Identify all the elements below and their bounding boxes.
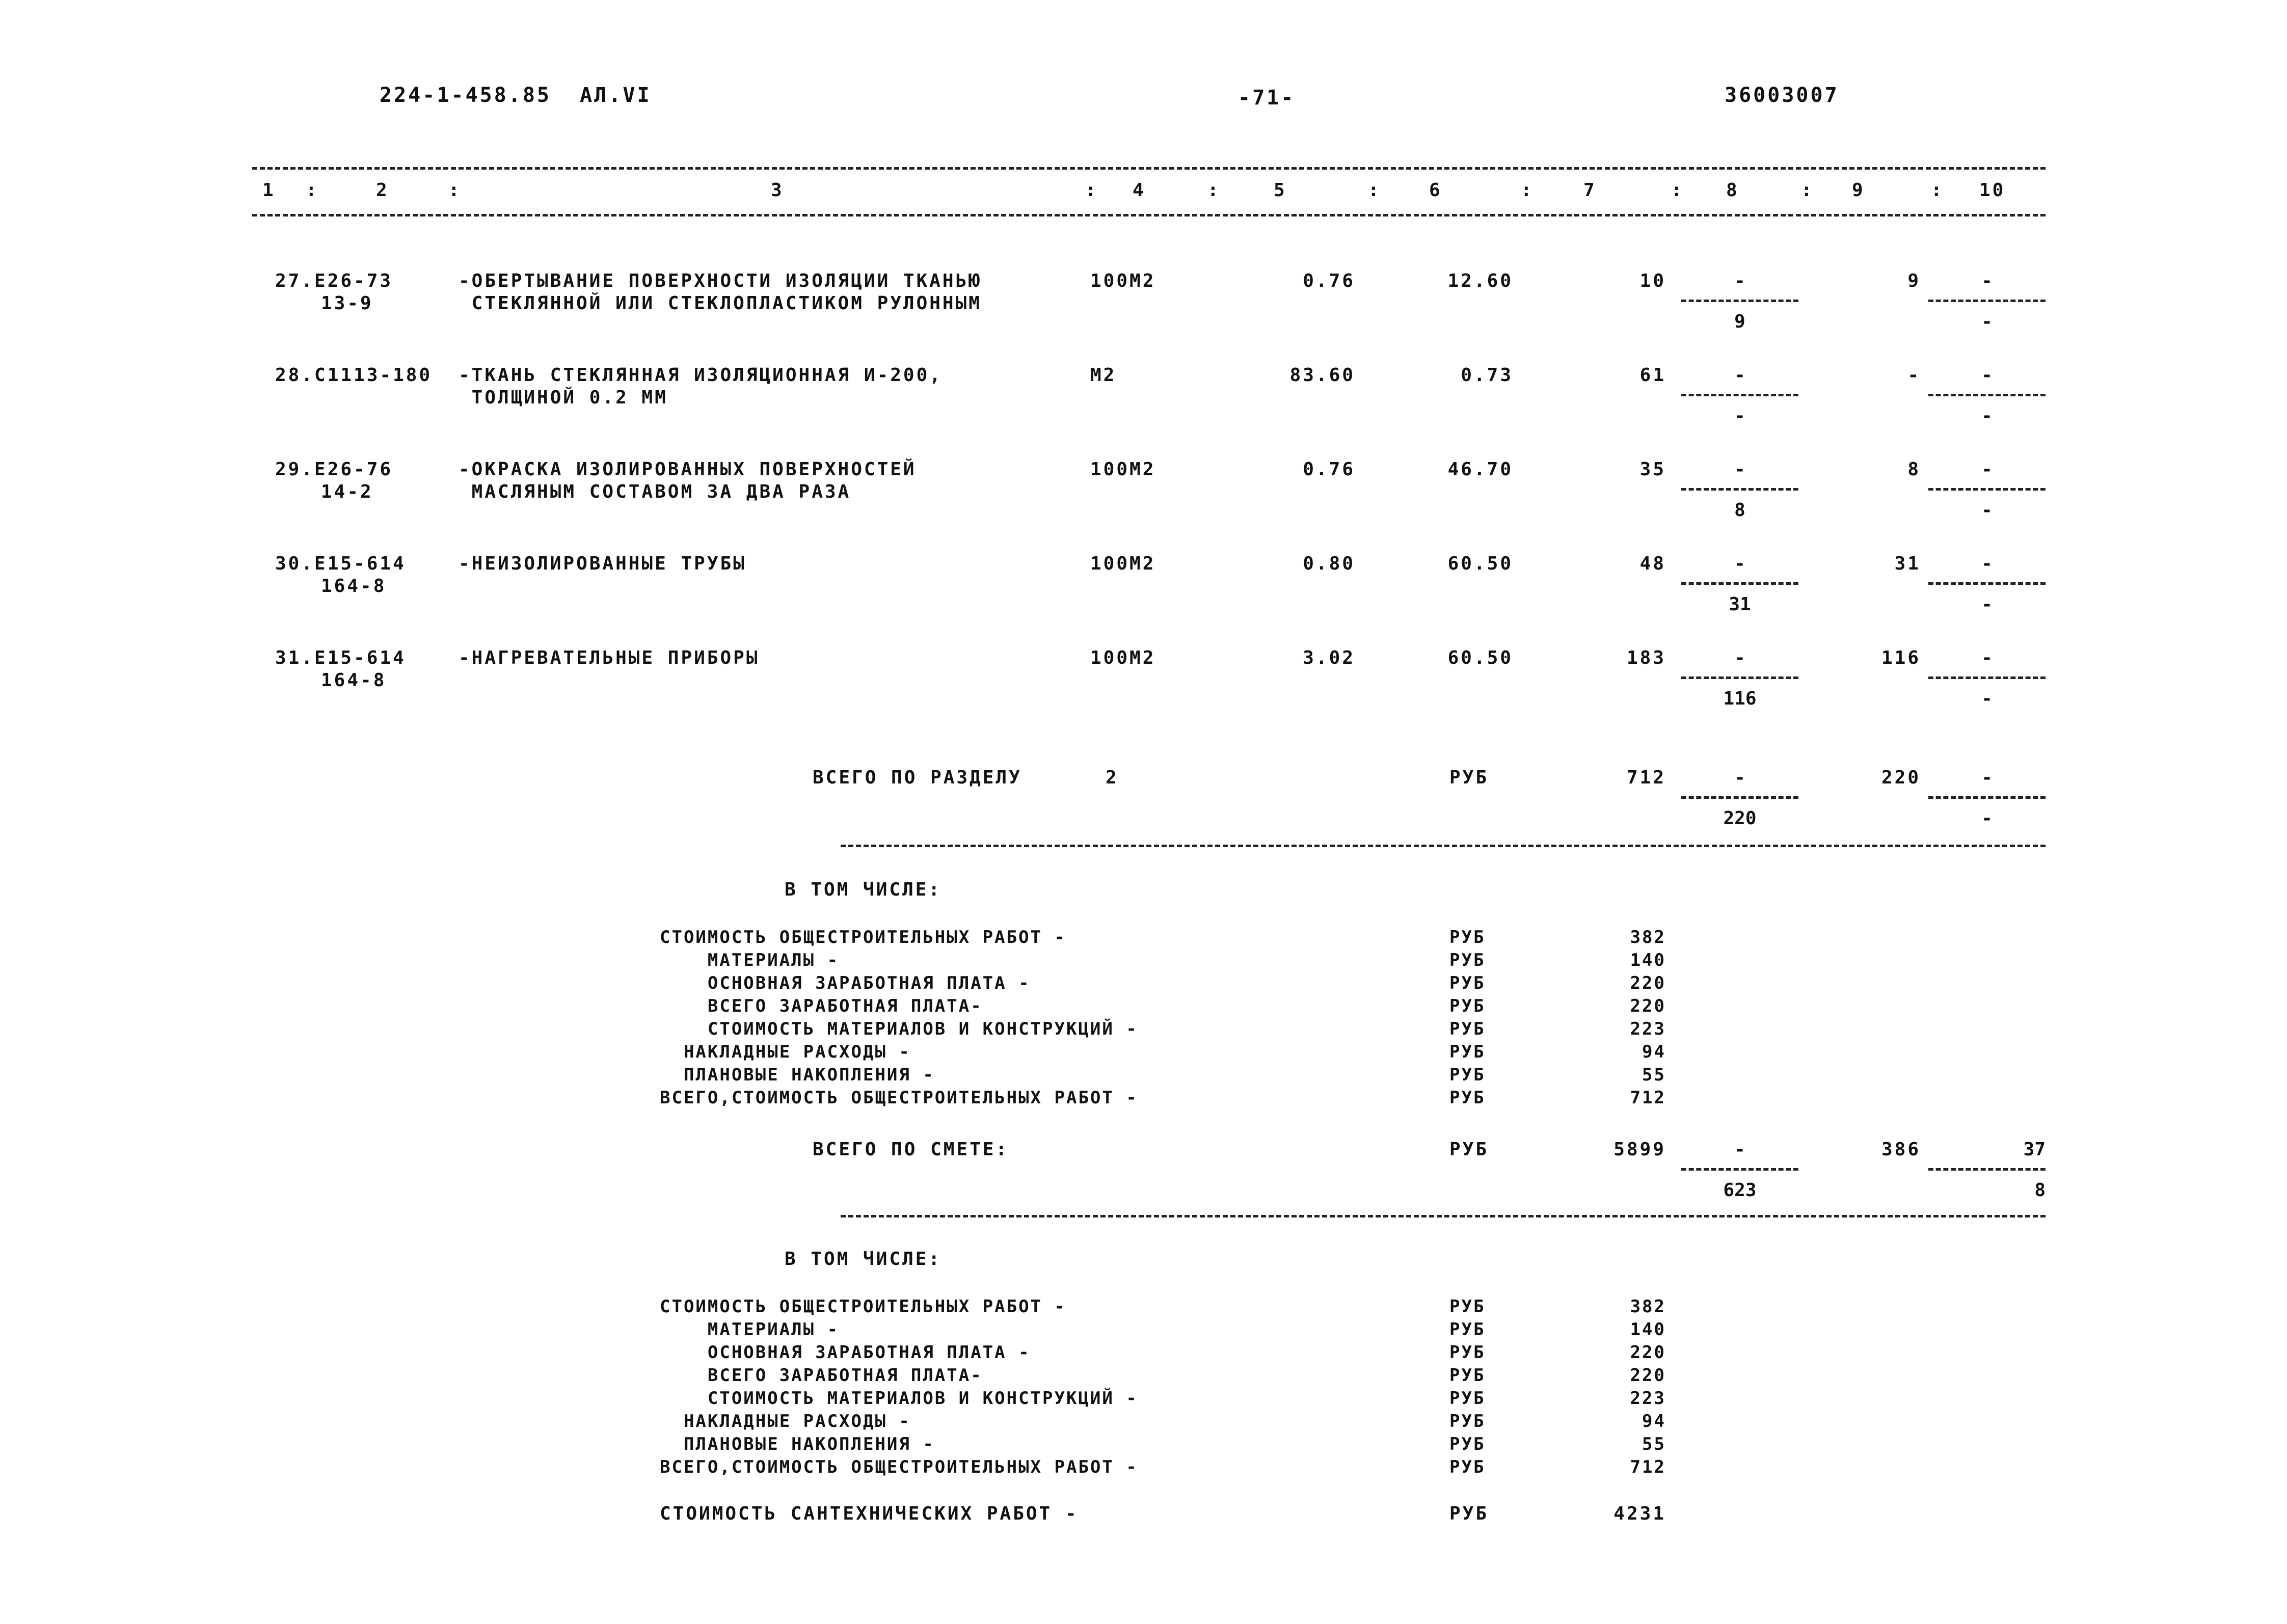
col10-bottom: 8 <box>2034 1180 2046 1201</box>
col8-bottom: - <box>1734 405 1745 426</box>
breakdown-unit: РУБ <box>1449 973 1486 993</box>
breakdown-value: 382 <box>1630 1296 1666 1317</box>
breakdown-unit: РУБ <box>1449 1296 1486 1317</box>
item-col9: 9 <box>1907 270 1921 291</box>
item-col10 <box>1928 458 2046 530</box>
col-separators: : <box>1207 180 1219 201</box>
fraction-rule <box>1928 796 2046 799</box>
col10-bottom: - <box>1981 688 1993 709</box>
section-total-col10 <box>1928 767 2046 838</box>
breakdown-value: 712 <box>1630 1088 1666 1108</box>
col-header-8: 8 <box>1726 180 1739 201</box>
item-quantity: 0.76 <box>1303 459 1355 480</box>
item-code-sub: 164-8 <box>321 576 387 597</box>
item-name: -НАГРЕВАТЕЛЬНЫЕ ПРИБОРЫ <box>459 647 760 668</box>
item-total: 35 <box>1639 459 1666 480</box>
fraction-rule <box>1681 582 1798 585</box>
col-separators: : <box>448 180 460 201</box>
col8-top: - <box>1734 647 1745 668</box>
breakdown-unit: РУБ <box>1449 1342 1486 1363</box>
col8-top: - <box>1734 459 1745 480</box>
breakdown-unit: РУБ <box>1449 1065 1486 1085</box>
header-top-rule <box>252 167 2046 170</box>
col10-top: - <box>1981 459 1993 480</box>
estimate-total-col10 <box>1928 1139 2046 1210</box>
document-code: 224-1-458.85 АЛ.VI <box>380 84 652 107</box>
breakdown-label: ОСНОВНАЯ ЗАРАБОТНАЯ ПЛАТА - <box>660 973 1031 993</box>
breakdown-value: 55 <box>1642 1434 1666 1454</box>
item-col8 <box>1681 270 1798 341</box>
breakdown-label: ВСЕГО,СТОИМОСТЬ ОБЩЕСТРОИТЕЛЬНЫХ РАБОТ - <box>660 1457 1138 1477</box>
item-unit: 100М2 <box>1090 553 1156 574</box>
fraction-rule <box>1928 488 2046 491</box>
fraction-rule <box>1928 582 2046 585</box>
breakdown-unit: РУБ <box>1449 996 1486 1016</box>
breakdown-label: ВСЕГО ЗАРАБОТНАЯ ПЛАТА- <box>660 996 983 1016</box>
col8-top: - <box>1734 553 1745 574</box>
col-separators: : <box>1085 180 1096 201</box>
item-name-cont: ТОЛЩИНОЙ 0.2 ММ <box>459 387 668 408</box>
breakdown-label: МАТЕРИАЛЫ - <box>660 1319 840 1340</box>
estimate-total-col9: 386 <box>1881 1139 1921 1160</box>
breakdown-unit: РУБ <box>1449 1434 1486 1454</box>
col-header-10: 10 <box>1979 180 2006 201</box>
item-col9: 31 <box>1894 553 1921 574</box>
breakdown-unit: РУБ <box>1449 950 1486 970</box>
col10-bottom: - <box>1981 594 1993 615</box>
breakdown-value: 55 <box>1642 1065 1666 1085</box>
item-col9: 116 <box>1881 647 1921 668</box>
breakdown-value: 220 <box>1630 996 1666 1016</box>
col-header-9: 9 <box>1852 180 1865 201</box>
col8-bottom: 623 <box>1723 1180 1757 1201</box>
col8-top: - <box>1734 365 1745 386</box>
col10-top: - <box>1981 647 1993 668</box>
col10-top: - <box>1981 270 1993 291</box>
item-total: 61 <box>1639 365 1666 386</box>
breakdown-title: В ТОМ ЧИСЛЕ: <box>785 879 942 900</box>
item-total: 10 <box>1639 270 1666 291</box>
breakdown-value: 220 <box>1630 1365 1666 1386</box>
fraction-rule <box>1681 1168 1798 1171</box>
item-code: 28.С1113-180 <box>275 365 433 386</box>
item-col8 <box>1681 647 1798 718</box>
item-unit: 100М2 <box>1090 647 1156 668</box>
breakdown-value: 220 <box>1630 1342 1666 1363</box>
breakdown-label: ПЛАНОВЫЕ НАКОПЛЕНИЯ - <box>660 1065 935 1085</box>
col8-bottom: 9 <box>1734 311 1745 332</box>
fraction-rule <box>1681 676 1798 679</box>
item-col9: 8 <box>1907 459 1921 480</box>
col10-bottom: - <box>1981 808 1993 829</box>
breakdown-unit: РУБ <box>1449 1411 1486 1431</box>
breakdown-value: 140 <box>1630 1319 1666 1340</box>
col8-bottom: 116 <box>1723 688 1757 709</box>
item-unit-price: 46.70 <box>1447 459 1513 480</box>
estimate-rule <box>841 1215 2046 1217</box>
col10-bottom: - <box>1981 311 1993 332</box>
estimate-total-label: ВСЕГО ПО СМЕТЕ: <box>813 1139 1009 1160</box>
breakdown-label: СТОИМОСТЬ МАТЕРИАЛОВ И КОНСТРУКЦИЙ - <box>660 1019 1138 1039</box>
fraction-rule <box>1928 676 2046 679</box>
breakdown-unit: РУБ <box>1449 1088 1486 1108</box>
breakdown-value: 223 <box>1630 1019 1666 1039</box>
section-total-value: 712 <box>1626 767 1666 788</box>
breakdown-title: В ТОМ ЧИСЛЕ: <box>785 1249 942 1269</box>
item-total: 48 <box>1639 553 1666 574</box>
item-col8 <box>1681 553 1798 624</box>
section-total-label: ВСЕГО ПО РАЗДЕЛУ <box>813 767 1022 788</box>
col8-top: - <box>1734 767 1745 788</box>
item-unit-price: 60.50 <box>1447 647 1513 668</box>
col-header-6: 6 <box>1429 180 1442 201</box>
section-rule <box>841 845 2046 847</box>
section-total-col9: 220 <box>1881 767 1921 788</box>
item-name: -НЕИЗОЛИРОВАННЫЕ ТРУБЫ <box>459 553 746 574</box>
plumbing-value: 4231 <box>1613 1503 1666 1524</box>
breakdown-unit: РУБ <box>1449 1319 1486 1340</box>
col-header-1: 1 <box>262 180 276 201</box>
item-col10 <box>1928 647 2046 718</box>
item-name: -ОБЕРТЫВАНИЕ ПОВЕРХНОСТИ ИЗОЛЯЦИИ ТКАНЬЮ <box>459 270 982 291</box>
breakdown-label: ОСНОВНАЯ ЗАРАБОТНАЯ ПЛАТА - <box>660 1342 1031 1363</box>
item-code-sub: 14-2 <box>321 481 373 502</box>
breakdown-label: ВСЕГО ЗАРАБОТНАЯ ПЛАТА- <box>660 1365 983 1386</box>
breakdown-value: 220 <box>1630 973 1666 993</box>
section-total-col8 <box>1681 767 1798 838</box>
item-unit-price: 60.50 <box>1447 553 1513 574</box>
breakdown-label: НАКЛАДНЫЕ РАСХОДЫ - <box>660 1042 911 1062</box>
breakdown-value: 712 <box>1630 1457 1666 1477</box>
fraction-rule <box>1681 394 1798 396</box>
fraction-rule <box>1928 300 2046 302</box>
breakdown-unit: РУБ <box>1449 1388 1486 1409</box>
item-unit: 100М2 <box>1090 270 1156 291</box>
item-name: -ТКАНЬ СТЕКЛЯННАЯ ИЗОЛЯЦИОННАЯ И-200, <box>459 365 943 386</box>
section-total-number: 2 <box>1106 767 1119 788</box>
item-col9: - <box>1907 365 1921 386</box>
col-separators: : <box>1801 180 1812 201</box>
col8-bottom: 31 <box>1729 594 1751 615</box>
col-separators: : <box>306 180 317 201</box>
breakdown-value: 382 <box>1630 927 1666 948</box>
breakdown-value: 94 <box>1642 1042 1666 1062</box>
col8-top: - <box>1734 1139 1745 1160</box>
item-code-sub: 13-9 <box>321 293 373 314</box>
col10-top: - <box>1981 365 1993 386</box>
page-number: -71- <box>1238 86 1296 110</box>
item-code: 30.E15-614 <box>275 553 406 574</box>
item-code: 27.E26-73 <box>275 270 393 291</box>
plumbing-label: СТОИМОСТЬ САНТЕХНИЧЕСКИХ РАБОТ - <box>660 1503 1079 1524</box>
header-bottom-rule <box>252 214 2046 216</box>
col-header-4: 4 <box>1133 180 1146 201</box>
col-separators: : <box>1521 180 1532 201</box>
fraction-rule <box>1681 300 1798 302</box>
breakdown-label: СТОИМОСТЬ ОБЩЕСТРОИТЕЛЬНЫХ РАБОТ - <box>660 927 1066 948</box>
item-quantity: 0.80 <box>1303 553 1355 574</box>
breakdown-unit: РУБ <box>1449 1042 1486 1062</box>
col8-top: - <box>1734 270 1745 291</box>
fraction-rule <box>1928 394 2046 396</box>
item-col8 <box>1681 458 1798 530</box>
breakdown-label: НАКЛАДНЫЕ РАСХОДЫ - <box>660 1411 911 1431</box>
breakdown-label: МАТЕРИАЛЫ - <box>660 950 840 970</box>
item-quantity: 3.02 <box>1303 647 1355 668</box>
estimate-total-value: 5899 <box>1613 1139 1666 1160</box>
item-code: 29.E26-76 <box>275 459 393 480</box>
item-quantity: 0.76 <box>1303 270 1355 291</box>
breakdown-value: 223 <box>1630 1388 1666 1409</box>
col-separators: : <box>1931 180 1942 201</box>
estimate-total-col8 <box>1681 1139 1798 1210</box>
item-col10 <box>1928 364 2046 436</box>
item-unit: 100М2 <box>1090 459 1156 480</box>
item-unit-price: 12.60 <box>1447 270 1513 291</box>
item-total: 183 <box>1626 647 1666 668</box>
col-header-5: 5 <box>1274 180 1287 201</box>
breakdown-label: ВСЕГО,СТОИМОСТЬ ОБЩЕСТРОИТЕЛЬНЫХ РАБОТ - <box>660 1088 1138 1108</box>
col10-bottom: - <box>1981 500 1993 521</box>
breakdown-label: ПЛАНОВЫЕ НАКОПЛЕНИЯ - <box>660 1434 935 1454</box>
breakdown-unit: РУБ <box>1449 1365 1486 1386</box>
item-name: -ОКРАСКА ИЗОЛИРОВАННЫХ ПОВЕРХНОСТЕЙ <box>459 459 917 480</box>
item-code-sub: 164-8 <box>321 670 387 691</box>
item-quantity: 83.60 <box>1289 365 1355 386</box>
col8-bottom: 8 <box>1734 500 1745 521</box>
inventory-number: 36003007 <box>1725 84 1839 107</box>
estimate-total-unit: РУБ <box>1449 1139 1489 1160</box>
item-code: 31.E15-614 <box>275 647 406 668</box>
fraction-rule <box>1681 488 1798 491</box>
breakdown-unit: РУБ <box>1449 927 1486 948</box>
breakdown-label: СТОИМОСТЬ ОБЩЕСТРОИТЕЛЬНЫХ РАБОТ - <box>660 1296 1066 1317</box>
col10-top: - <box>1981 553 1993 574</box>
plumbing-unit: РУБ <box>1449 1503 1489 1524</box>
breakdown-value: 94 <box>1642 1411 1666 1431</box>
item-col8 <box>1681 364 1798 436</box>
item-name-cont: МАСЛЯНЫМ СОСТАВОМ ЗА ДВА РАЗА <box>459 481 851 502</box>
breakdown-value: 140 <box>1630 950 1666 970</box>
breakdown-unit: РУБ <box>1449 1457 1486 1477</box>
col10-top: 37 <box>2023 1139 2046 1160</box>
col-separators: : <box>1368 180 1379 201</box>
col-header-7: 7 <box>1583 180 1597 201</box>
breakdown-label: СТОИМОСТЬ МАТЕРИАЛОВ И КОНСТРУКЦИЙ - <box>660 1388 1138 1409</box>
item-col10 <box>1928 270 2046 341</box>
breakdown-unit: РУБ <box>1449 1019 1486 1039</box>
fraction-rule <box>1681 796 1798 799</box>
fraction-rule <box>1928 1168 2046 1171</box>
col10-bottom: - <box>1981 405 1993 426</box>
col8-bottom: 220 <box>1723 808 1757 829</box>
item-name-cont: СТЕКЛЯННОЙ ИЛИ СТЕКЛОПЛАСТИКОМ РУЛОННЫМ <box>459 293 982 314</box>
item-unit: М2 <box>1090 365 1117 386</box>
col-header-2: 2 <box>376 180 389 201</box>
item-unit-price: 0.73 <box>1461 365 1513 386</box>
col-header-3: 3 <box>771 180 784 201</box>
section-total-unit: РУБ <box>1449 767 1489 788</box>
col10-top: - <box>1981 767 1993 788</box>
item-col10 <box>1928 553 2046 624</box>
col-separators: : <box>1671 180 1682 201</box>
